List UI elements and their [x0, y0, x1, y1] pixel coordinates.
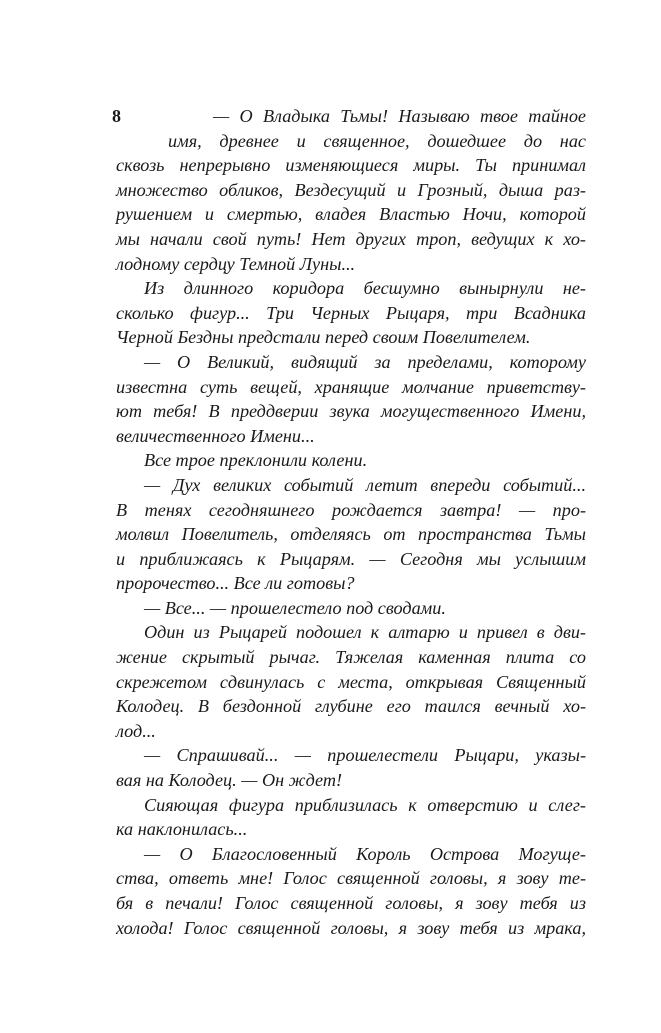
- text-line: бя в печали! Голос священной головы, я зову тебя из: [116, 893, 586, 913]
- text-line: лод...: [116, 720, 156, 741]
- text-line: — Все... — прошелестело под сводами.: [144, 597, 446, 618]
- text-line: мы начали свой путь! Нет других троп, ведущих к хо-: [116, 228, 586, 249]
- body-text: [116, 104, 586, 940]
- text-line: величественного Имени...: [116, 425, 315, 446]
- text-line: ка наклонилась...: [116, 819, 248, 840]
- text-line: Все трое преклонили колени.: [144, 450, 368, 471]
- text-line: известна суть вещей, хранящие молчание приветству-: [116, 376, 586, 397]
- text-line: — О Владыка Тьмы! Называю твое тайное: [213, 106, 586, 126]
- text-line: — О Великий, видящий за пределами, которому: [144, 351, 586, 372]
- text-line: Колодец. В бездонной глубине его таился вечный хо-: [116, 696, 586, 717]
- text-line: и приближаясь к Рыцарям. — Сегодня мы услышим: [116, 548, 586, 569]
- text-line: Черной Бездны предстали перед своим Повелителем.: [116, 327, 531, 348]
- text-line: Из длинного коридора бесшумно вынырнули не-: [144, 278, 586, 299]
- text-line: жение скрытый рычаг. Тяжелая каменная плита со: [116, 647, 586, 668]
- text-line: холода! Голос священной головы, я зову тебя из мрака,: [116, 917, 586, 938]
- text-line: пророчество... Все ли готовы?: [116, 573, 355, 594]
- text-line: множество обликов, Вездесущий и Грозный, дыша раз-: [116, 179, 586, 200]
- text-line: имя, древнее и священное, дошедшее до нас: [168, 130, 586, 151]
- text-line: — Спрашивай... — прошелестели Рыцари, указы-: [144, 745, 586, 766]
- text-line: молвил Повелитель, отделяясь от пространства Тьмы: [116, 524, 586, 545]
- text-line: рушением и смертью, владея Властью Ночи, которой: [116, 204, 586, 225]
- text-line: — Дух великих событий летит впереди событий...: [144, 474, 586, 495]
- text-line: вая на Колодец. — Он ждет!: [116, 770, 343, 791]
- text-line: лодному сердцу Темной Луны...: [116, 253, 356, 274]
- text-line: Сияющая фигура приблизилась к отверстию и слег-: [144, 794, 586, 815]
- page-number: 8: [112, 106, 121, 126]
- text-line: сквозь непрерывно изменяющиеся миры. Ты принимал: [116, 155, 586, 176]
- text-line: Один из Рыцарей подошел к алтарю и привел в дви-: [144, 622, 586, 643]
- text-line: — О Благословенный Король Острова Могуще-: [144, 843, 586, 864]
- text-line: ства, ответь мне! Голос священной головы, я зову те-: [116, 868, 586, 889]
- text-line: скрежетом сдвинулась с места, открывая Священный: [116, 671, 586, 692]
- text-line: сколько фигур... Три Черных Рыцаря, три Всадника: [116, 302, 586, 323]
- text-line: ют тебя! В преддверии звука могущественного Имени,: [116, 401, 586, 422]
- text-line: В тенях сегодняшнего рождается завтра! — про-: [116, 499, 586, 520]
